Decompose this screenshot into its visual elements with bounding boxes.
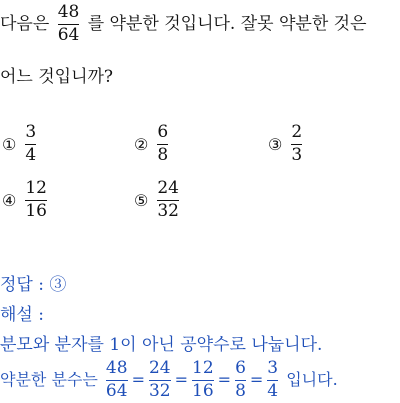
explanation-suffix: 입니다.	[286, 369, 338, 389]
option-denominator: 32	[157, 200, 179, 221]
option-5[interactable]	[134, 180, 182, 221]
option-2[interactable]	[134, 124, 171, 165]
option-numerator: 24	[157, 178, 179, 198]
chain-numerator: 48	[105, 358, 128, 378]
option-denominator: 8	[157, 144, 169, 165]
answer-label: 정답 :	[0, 275, 44, 295]
explanation-line-2	[0, 360, 338, 401]
question-line-2: 어느 것입니까?	[0, 67, 114, 87]
chain-numerator: 24	[148, 358, 171, 378]
answer-line	[0, 270, 66, 295]
option-mark: ④	[2, 190, 17, 210]
equals-sign: =	[217, 369, 232, 389]
option-denominator: 3	[291, 144, 303, 165]
chain-numerator: 6	[235, 358, 246, 378]
option-mark: ②	[134, 134, 149, 154]
chain-fraction-1	[106, 360, 128, 401]
option-fraction	[25, 180, 47, 221]
option-fraction	[25, 124, 36, 165]
chain-denominator: 16	[192, 380, 214, 401]
chain-denominator: 4	[267, 380, 279, 401]
fraction-numerator: 48	[57, 2, 80, 22]
explanation-prefix: 약분한 분수는	[0, 369, 98, 389]
option-mark: ③	[268, 134, 283, 154]
answer-value: ③	[49, 275, 67, 295]
option-fraction	[291, 124, 302, 165]
option-denominator: 4	[25, 144, 37, 165]
option-mark: ①	[2, 134, 17, 154]
option-numerator: 2	[291, 122, 303, 142]
chain-denominator: 64	[105, 380, 128, 401]
chain-fraction-5	[267, 360, 278, 401]
question-prefix: 다음은	[0, 13, 50, 34]
option-numerator: 12	[25, 178, 47, 198]
equals-sign: =	[249, 369, 264, 389]
option-fraction	[157, 124, 168, 165]
option-mark: ⑤	[134, 190, 149, 210]
option-numerator: 3	[25, 122, 37, 142]
chain-numerator: 3	[267, 358, 279, 378]
chain-denominator: 8	[235, 380, 246, 401]
option-fraction	[157, 180, 179, 221]
option-4[interactable]	[2, 180, 50, 221]
question-fraction	[58, 4, 80, 45]
explanation-line-1: 분모와 분자를 1이 아닌 공약수로 나눕니다.	[0, 335, 323, 355]
option-denominator: 16	[25, 200, 47, 221]
equals-sign: =	[131, 369, 145, 389]
option-3[interactable]	[268, 124, 305, 165]
chain-denominator: 32	[148, 380, 171, 401]
fraction-denominator: 64	[57, 24, 80, 45]
chain-fraction-2	[149, 360, 171, 401]
option-1[interactable]	[2, 124, 39, 165]
chain-numerator: 12	[192, 358, 214, 378]
equals-sign: =	[174, 369, 189, 389]
question-line-1	[0, 4, 367, 45]
chain-fraction-4	[235, 360, 246, 401]
question-middle: 를 약분한 것입니다. 잘못 약분한 것은	[87, 13, 367, 34]
explanation-label: 해설 :	[0, 305, 44, 325]
chain-fraction-3	[192, 360, 214, 401]
option-numerator: 6	[157, 122, 169, 142]
